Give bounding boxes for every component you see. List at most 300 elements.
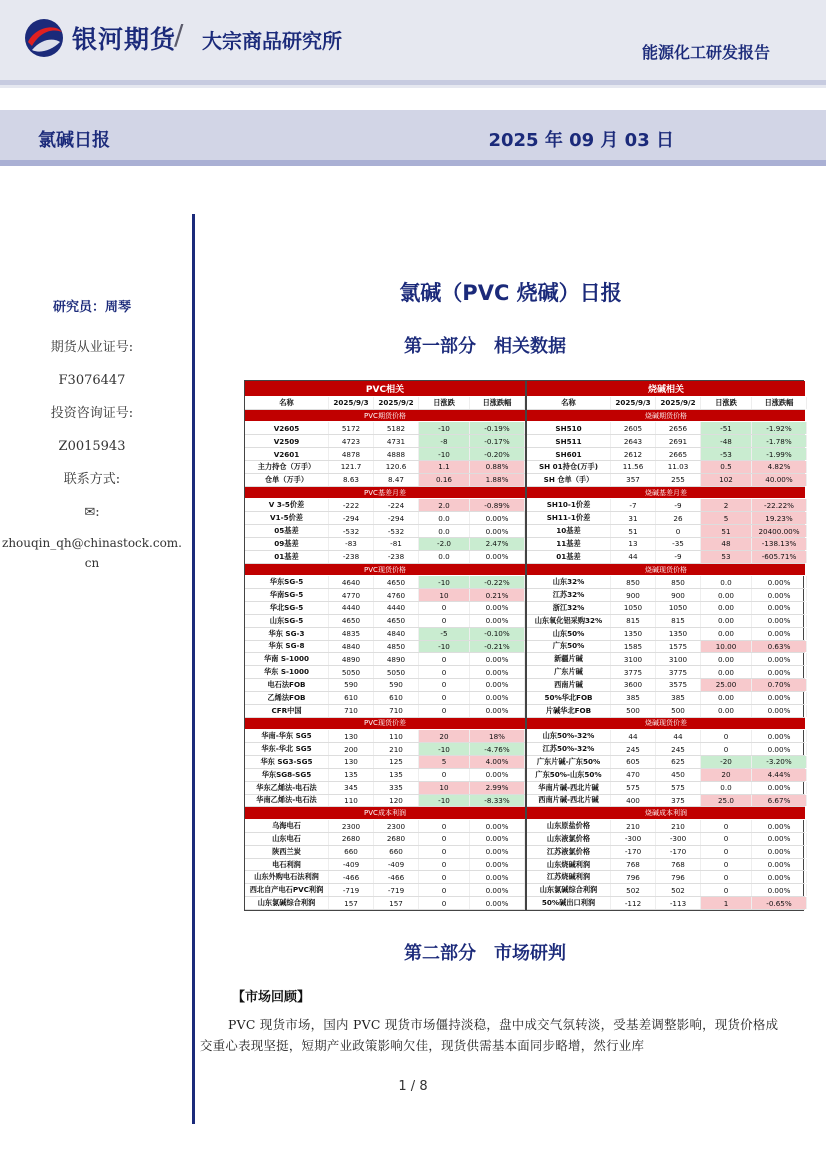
table-row (527, 692, 805, 705)
table-section-title: PVC现货价差 (245, 718, 525, 731)
consult-label: 投资咨询证号: (50, 406, 134, 421)
value-prev: 796 (656, 871, 701, 883)
row-name: 山东外购电石法利润 (245, 871, 329, 883)
value-today: 110 (329, 795, 374, 807)
table-section-title: 烧碱基差月差 (527, 487, 805, 500)
row-name: 江苏烧碱利润 (527, 871, 611, 883)
row-name: 华南乙烯法-电石法 (245, 795, 329, 807)
table-row (245, 448, 525, 461)
daily-change: 0 (419, 897, 470, 909)
table-row (245, 769, 525, 782)
value-prev: -719 (374, 884, 419, 896)
value-today: 121.7 (329, 461, 374, 473)
table-row (245, 628, 525, 641)
table-row (245, 705, 525, 718)
value-today: 4723 (329, 435, 374, 447)
daily-change: 0 (419, 769, 470, 781)
daily-change-pct: -0.19% (470, 422, 525, 434)
daily-change: 0.0 (701, 576, 752, 588)
department-name: 大宗商品研究所 (202, 29, 342, 53)
value-prev: -9 (656, 551, 701, 563)
value-today: -466 (329, 871, 374, 883)
table-section-title: 烧碱现货价差 (527, 718, 805, 731)
daily-change-pct: -1.78% (752, 435, 807, 447)
daily-change: 0.5 (701, 461, 752, 473)
value-today: 2612 (611, 448, 656, 460)
value-today: -222 (329, 499, 374, 511)
table-row (527, 833, 805, 846)
value-prev: 4650 (374, 576, 419, 588)
table-row (527, 795, 805, 808)
table-row (527, 666, 805, 679)
daily-change: 0 (701, 859, 752, 871)
table-row (527, 756, 805, 769)
row-name: 华东乙烯法-电石法 (245, 782, 329, 794)
email-address[interactable]: zhouqin_qh@chinastock.com.cn (2, 536, 182, 570)
daily-change-pct: 0.00% (470, 769, 525, 781)
value-prev: 210 (374, 743, 419, 755)
daily-change: 53 (701, 551, 752, 563)
daily-change: 51 (701, 525, 752, 537)
daily-change-pct: -8.33% (470, 795, 525, 807)
value-prev: 4890 (374, 653, 419, 665)
report-name: 氯碱日报 (38, 130, 110, 151)
table-row (245, 615, 525, 628)
daily-change: -20 (701, 756, 752, 768)
row-name: 华南 S-1000 (245, 653, 329, 665)
daily-change-pct: -605.71% (752, 551, 807, 563)
value-prev: 4650 (374, 615, 419, 627)
daily-change-pct: 0.21% (470, 589, 525, 601)
table-row (245, 653, 525, 666)
table-row (245, 422, 525, 435)
row-name: 电石法FOB (245, 679, 329, 691)
row-name: V 3-5价差 (245, 499, 329, 511)
value-today: 1585 (611, 641, 656, 653)
row-name: 华南-华东 SG5 (245, 730, 329, 742)
daily-change: 0 (419, 602, 470, 614)
value-prev: 900 (656, 589, 701, 601)
table-row (245, 679, 525, 692)
report-title: 氯碱（PVC 烧碱）日报 (399, 281, 622, 305)
table-row (245, 602, 525, 615)
value-today: 796 (611, 871, 656, 883)
row-name: 片碱华北FOB (527, 705, 611, 717)
row-name: 浙江32% (527, 602, 611, 614)
row-name: 山东氯碱综合利润 (527, 884, 611, 896)
daily-change: 20 (701, 769, 752, 781)
value-today: 44 (611, 551, 656, 563)
row-name: 电石利润 (245, 859, 329, 871)
value-prev: 157 (374, 897, 419, 909)
email-suffix: : (95, 505, 100, 520)
value-prev: 120.6 (374, 461, 419, 473)
daily-change-pct: 0.00% (752, 871, 807, 883)
market-review-paragraph: PVC 现货市场，国内 PVC 现货市场僵持淡稳，盘中成交气氛转淡，受基差调整影响，现货价格成交重心表现坚挺，短期产业政策影响欠佳，现货供需基本面同步略增，然行业库 (200, 1017, 779, 1053)
daily-change-pct: 0.63% (752, 641, 807, 653)
daily-change-pct: 0.00% (752, 884, 807, 896)
daily-change: 0.0 (419, 512, 470, 524)
value-today: 135 (329, 769, 374, 781)
value-today: 605 (611, 756, 656, 768)
section-1-heading: 第一部分 相关数据 (404, 336, 566, 357)
table-section-title: PVC现货价格 (245, 564, 525, 577)
column-header: 名称 (527, 397, 611, 409)
value-prev: 625 (656, 756, 701, 768)
value-prev: 4888 (374, 448, 419, 460)
daily-change-pct: 4.00% (470, 756, 525, 768)
email-icon-row (0, 496, 184, 529)
table-row (527, 461, 805, 474)
value-today: 2605 (611, 422, 656, 434)
daily-change-pct: 0.00% (470, 897, 525, 909)
table-row (527, 782, 805, 795)
value-prev: 255 (656, 474, 701, 486)
table-row (245, 795, 525, 808)
value-today: 4770 (329, 589, 374, 601)
value-today: -294 (329, 512, 374, 524)
table-section-title: 烧碱成本利润 (527, 807, 805, 820)
value-prev: 815 (656, 615, 701, 627)
daily-change: 48 (701, 538, 752, 550)
daily-change: -10 (419, 641, 470, 653)
row-name: 山东液氯价格 (527, 833, 611, 845)
row-name: 乙烯法FOB (245, 692, 329, 704)
value-prev: 2656 (656, 422, 701, 434)
row-name: 山东原盐价格 (527, 820, 611, 832)
daily-change: -10 (419, 795, 470, 807)
table-row (527, 653, 805, 666)
value-prev: 2300 (374, 820, 419, 832)
value-today: 5050 (329, 666, 374, 678)
daily-change-pct: 0.00% (470, 846, 525, 858)
table-title: 烧碱相关 (527, 381, 805, 397)
value-today: -409 (329, 859, 374, 871)
daily-change: 0.00 (701, 628, 752, 640)
daily-change-pct: 0.00% (752, 833, 807, 845)
daily-change: 0 (419, 859, 470, 871)
table-row (527, 602, 805, 615)
daily-change-pct: -0.20% (470, 448, 525, 460)
table-row (527, 859, 805, 872)
daily-change-pct: 0.00% (752, 782, 807, 794)
value-prev: 26 (656, 512, 701, 524)
value-today: 500 (611, 705, 656, 717)
value-prev: -224 (374, 499, 419, 511)
value-today: 4835 (329, 628, 374, 640)
row-name: 江苏32% (527, 589, 611, 601)
daily-change: 0 (419, 653, 470, 665)
daily-change-pct: -0.65% (752, 897, 807, 909)
daily-change: -5 (419, 628, 470, 640)
daily-change: 0 (701, 730, 752, 742)
value-today: 575 (611, 782, 656, 794)
table-row (245, 782, 525, 795)
table-row (527, 743, 805, 756)
daily-change-pct: 0.00% (470, 833, 525, 845)
table-section-title: PVC基差月差 (245, 487, 525, 500)
value-today: 385 (611, 692, 656, 704)
value-prev: 245 (656, 743, 701, 755)
daily-change-pct: 0.00% (752, 628, 807, 640)
table-row (245, 833, 525, 846)
table-row (527, 769, 805, 782)
value-today: -7 (611, 499, 656, 511)
daily-change-pct: 0.00% (752, 846, 807, 858)
column-header: 2025/9/3 (329, 397, 374, 409)
value-today: 900 (611, 589, 656, 601)
section-2-heading: 第二部分 市场研判 (404, 943, 566, 964)
value-today: -719 (329, 884, 374, 896)
daily-change-pct: 0.00% (470, 705, 525, 717)
value-today: 2300 (329, 820, 374, 832)
value-today: 4640 (329, 576, 374, 588)
table-row (527, 435, 805, 448)
daily-change: 25.0 (701, 795, 752, 807)
daily-change-pct: 40.00% (752, 474, 807, 486)
row-name: V1-5价差 (245, 512, 329, 524)
daily-change-pct: 0.00% (470, 602, 525, 614)
table-row (245, 525, 525, 538)
daily-change-pct: 2.47% (470, 538, 525, 550)
company-name: 银河期货 (72, 25, 177, 54)
table-row (245, 666, 525, 679)
daily-change-pct: 0.70% (752, 679, 807, 691)
table-row (245, 756, 525, 769)
table-row (245, 435, 525, 448)
value-today: 3775 (611, 666, 656, 678)
value-today: 3100 (611, 653, 656, 665)
daily-change: 0.0 (419, 551, 470, 563)
daily-change: 0.00 (701, 602, 752, 614)
daily-change-pct: 0.00% (752, 692, 807, 704)
daily-change-pct: 0.00% (470, 884, 525, 896)
value-prev: 44 (656, 730, 701, 742)
daily-change: -51 (701, 422, 752, 434)
row-name: 主力持仓（万手） (245, 461, 329, 473)
table-row (245, 551, 525, 564)
value-prev: -409 (374, 859, 419, 871)
row-name: 50%华北FOB (527, 692, 611, 704)
daily-change: 0 (419, 884, 470, 896)
value-prev: 385 (656, 692, 701, 704)
row-name: 01基差 (527, 551, 611, 563)
table-row (527, 538, 805, 551)
table-row (245, 461, 525, 474)
caustic-table (525, 381, 805, 910)
daily-change-pct: 0.00% (470, 512, 525, 524)
value-today: -532 (329, 525, 374, 537)
value-prev: 2691 (656, 435, 701, 447)
value-today: 245 (611, 743, 656, 755)
row-name: 山东烧碱利润 (527, 859, 611, 871)
daily-change-pct: 0.00% (470, 615, 525, 627)
value-today: 210 (611, 820, 656, 832)
value-today: 2643 (611, 435, 656, 447)
daily-change: 0.00 (701, 589, 752, 601)
analyst-name: 研究员：周琴 (52, 300, 131, 315)
daily-change: 5 (419, 756, 470, 768)
daily-change-pct: -1.99% (752, 448, 807, 460)
table-section-title: PVC期货价格 (245, 410, 525, 423)
value-prev: 850 (656, 576, 701, 588)
daily-change-pct: 0.00% (470, 551, 525, 563)
row-name: 50%碱出口利润 (527, 897, 611, 909)
value-prev: -170 (656, 846, 701, 858)
column-header: 2025/9/2 (374, 397, 419, 409)
row-name: SH 01持仓(万手) (527, 461, 611, 473)
value-today: 4878 (329, 448, 374, 460)
row-name: 山东氧化铝采购32% (527, 615, 611, 627)
daily-change: 0 (419, 820, 470, 832)
value-prev: 0 (656, 525, 701, 537)
value-prev: 335 (374, 782, 419, 794)
value-prev: 1350 (656, 628, 701, 640)
daily-change: 0 (701, 884, 752, 896)
row-name: 西北自产电石PVC利润 (245, 884, 329, 896)
row-name: SH601 (527, 448, 611, 460)
daily-change: 0 (419, 833, 470, 845)
daily-change: -10 (419, 743, 470, 755)
table-row (527, 641, 805, 654)
row-name: 仓单（万手） (245, 474, 329, 486)
row-name: 华东 SG-8 (245, 641, 329, 653)
row-name: 山东32% (527, 576, 611, 588)
value-today: 610 (329, 692, 374, 704)
column-header: 2025/9/3 (611, 397, 656, 409)
value-prev: 575 (656, 782, 701, 794)
daily-change-pct: 0.00% (470, 820, 525, 832)
page-number: 1 / 8 (398, 1079, 428, 1094)
table-row (527, 897, 805, 910)
value-prev: -466 (374, 871, 419, 883)
table-row (245, 884, 525, 897)
daily-change: 0 (419, 705, 470, 717)
daily-change-pct: 0.88% (470, 461, 525, 473)
daily-change: 0 (701, 743, 752, 755)
value-prev: 450 (656, 769, 701, 781)
row-name: 新疆片碱 (527, 653, 611, 665)
value-today: 31 (611, 512, 656, 524)
value-prev: -35 (656, 538, 701, 550)
value-today: 850 (611, 576, 656, 588)
value-prev: 125 (374, 756, 419, 768)
daily-change: 0 (701, 820, 752, 832)
row-name: 11基差 (527, 538, 611, 550)
row-name: 05基差 (245, 525, 329, 537)
daily-change-pct: 6.67% (752, 795, 807, 807)
value-today: 5172 (329, 422, 374, 434)
value-prev: 2680 (374, 833, 419, 845)
daily-change: 2.0 (419, 499, 470, 511)
table-row (527, 551, 805, 564)
table-row (245, 743, 525, 756)
table-section-title: PVC成本利润 (245, 807, 525, 820)
value-prev: 502 (656, 884, 701, 896)
contact-label: 联系方式: (63, 472, 121, 487)
value-today: -300 (611, 833, 656, 845)
daily-change: -10 (419, 422, 470, 434)
table-row (527, 679, 805, 692)
value-prev: -81 (374, 538, 419, 550)
value-prev: -294 (374, 512, 419, 524)
row-name: V2509 (245, 435, 329, 447)
value-today: 4890 (329, 653, 374, 665)
row-name: CFR中国 (245, 705, 329, 717)
daily-change: -10 (419, 576, 470, 588)
daily-change: 0.00 (701, 692, 752, 704)
value-today: 4650 (329, 615, 374, 627)
daily-change: 20 (419, 730, 470, 742)
row-name: SH510 (527, 422, 611, 434)
daily-change-pct: 19.23% (752, 512, 807, 524)
value-today: 1350 (611, 628, 656, 640)
daily-change: 5 (701, 512, 752, 524)
row-name: SH11-1价差 (527, 512, 611, 524)
daily-change-pct: 0.00% (470, 692, 525, 704)
daily-change-pct: 0.00% (752, 602, 807, 614)
daily-change: 1 (701, 897, 752, 909)
daily-change: 1.1 (419, 461, 470, 473)
daily-change: -2.0 (419, 538, 470, 550)
table-title: PVC相关 (245, 381, 525, 397)
table-header-row (245, 397, 525, 410)
value-today: -83 (329, 538, 374, 550)
value-prev: 11.03 (656, 461, 701, 473)
daily-change: 0.00 (701, 666, 752, 678)
daily-change-pct: -4.76% (470, 743, 525, 755)
daily-change: -48 (701, 435, 752, 447)
daily-change: 10.00 (701, 641, 752, 653)
value-prev: 135 (374, 769, 419, 781)
daily-change-pct: 0.00% (752, 653, 807, 665)
pvc-table (245, 381, 525, 910)
value-today: 357 (611, 474, 656, 486)
column-header: 名称 (245, 397, 329, 409)
daily-change-pct: 0.00% (752, 820, 807, 832)
value-today: 2680 (329, 833, 374, 845)
row-name: 广东片碱 (527, 666, 611, 678)
row-name: 西南片碱 (527, 679, 611, 691)
daily-change: 25.00 (701, 679, 752, 691)
table-row (527, 884, 805, 897)
row-name: 华东SG8-SG5 (245, 769, 329, 781)
table-row (527, 499, 805, 512)
table-row (245, 820, 525, 833)
table-row (245, 499, 525, 512)
daily-change-pct: -1.92% (752, 422, 807, 434)
row-name: 华南SG-5 (245, 589, 329, 601)
daily-change-pct: 4.82% (752, 461, 807, 473)
daily-change-pct: -138.13% (752, 538, 807, 550)
row-name: 华东SG-5 (245, 576, 329, 588)
value-today: 130 (329, 756, 374, 768)
value-prev: -9 (656, 499, 701, 511)
value-today: 815 (611, 615, 656, 627)
daily-change: -8 (419, 435, 470, 447)
table-row (527, 871, 805, 884)
value-prev: 710 (374, 705, 419, 717)
value-prev: 210 (656, 820, 701, 832)
row-name: 江苏50%-32% (527, 743, 611, 755)
row-name: 山东50%-32% (527, 730, 611, 742)
value-prev: 3100 (656, 653, 701, 665)
table-header-row (527, 397, 805, 410)
daily-change-pct: -0.10% (470, 628, 525, 640)
row-name: 山东电石 (245, 833, 329, 845)
daily-change-pct: 0.00% (752, 743, 807, 755)
value-prev: 5050 (374, 666, 419, 678)
